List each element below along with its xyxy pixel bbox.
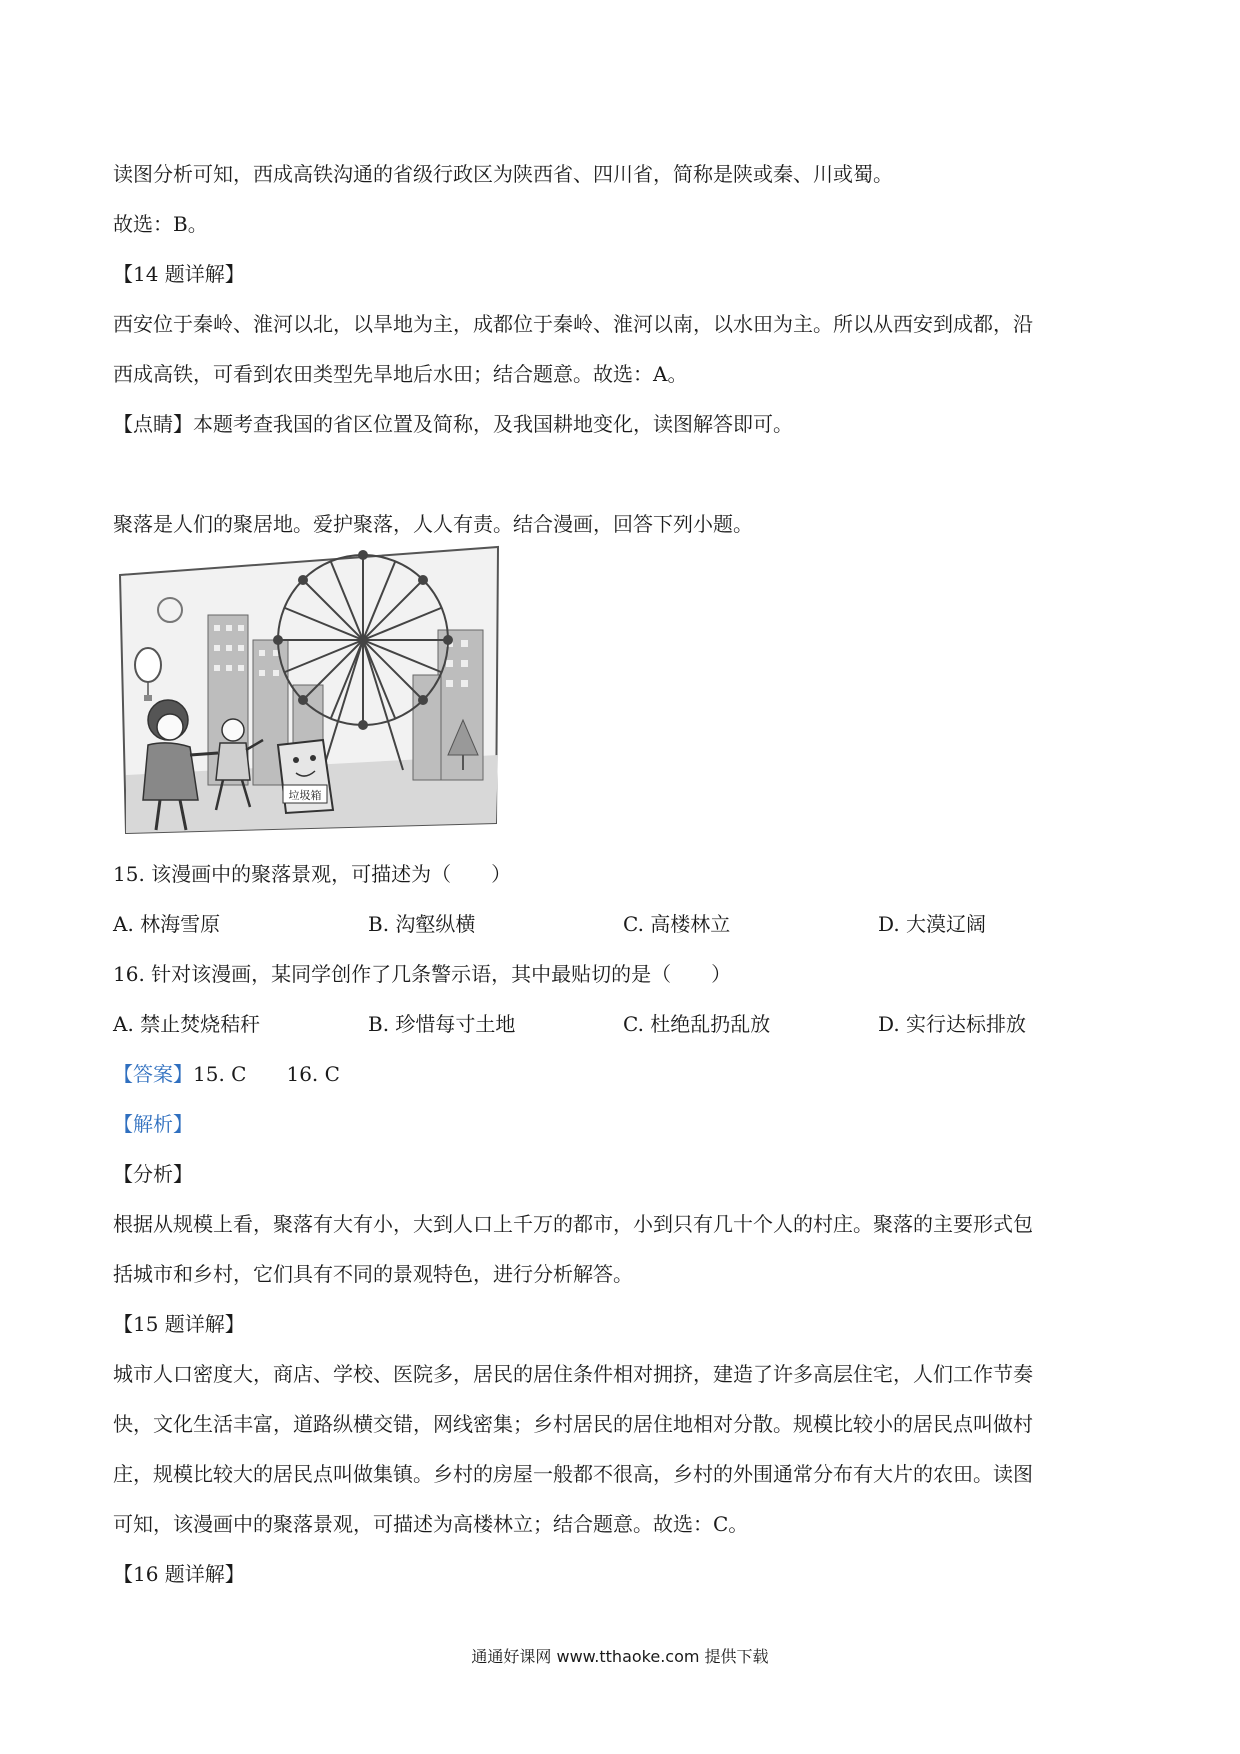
q15-option-a: A. 林海雪原 (113, 912, 221, 936)
intro-line-1: 读图分析可知，西成高铁沟通的省级行政区为陕西省、四川省，简称是陕或秦、川或蜀。 (113, 162, 893, 186)
answer-line (113, 1060, 1133, 1088)
q15-option-b: B. 沟壑纵横 (368, 912, 476, 936)
q15-detail-line-1: 城市人口密度大，商店、学校、医院多，居民的居住条件相对拥挤，建造了许多高层住宅，人们工作节奏 (113, 1362, 1033, 1386)
q15-detail-line-4: 可知，该漫画中的聚落景观，可描述为高楼林立；结合题意。故选：C。 (113, 1512, 749, 1536)
trash-bin-label: 垃圾箱 (288, 789, 322, 802)
q15-option-c: C. 高楼林立 (623, 912, 731, 936)
q16-option-d: D. 实行达标排放 (878, 1012, 1027, 1036)
answer-label: 【答案】 (113, 1062, 193, 1086)
q14-detail-line-1: 西安位于秦岭、淮河以北，以旱地为主，成都位于秦岭、淮河以南，以水田为主。所以从西安到成都，沿 (113, 312, 1033, 336)
q15-detail-line-2: 快，文化生活丰富，道路纵横交错，网线密集；乡村居民的居住地相对分散。规模比较小的居民点叫做村 (113, 1412, 1033, 1436)
q15-stem: 15. 该漫画中的聚落景观，可描述为（ ） (113, 862, 512, 886)
q16-option-a: A. 禁止焚烧秸秆 (113, 1012, 261, 1036)
analysis-label: 【解析】 (113, 1112, 193, 1136)
fenxi-line-1: 根据从规模上看，聚落有大有小，大到人口上千万的都市，小到只有几十个人的村庄。聚落的主要形式包 (113, 1212, 1033, 1236)
q16-option-b: B. 珍惜每寸土地 (368, 1012, 516, 1036)
intro-line-2: 故选：B。 (113, 212, 208, 236)
q14-detail-heading: 【14 题详解】 (113, 262, 245, 286)
q16-detail-heading: 【16 题详解】 (113, 1562, 245, 1586)
q14-detail-line-2: 西成高铁，可看到农田类型先旱地后水田；结合题意。故选：A。 (113, 362, 688, 386)
q16-option-c: C. 杜绝乱扔乱放 (623, 1012, 771, 1036)
answer-value: 15. C 16. C (193, 1062, 340, 1086)
balloon-icon (135, 648, 161, 682)
passage: 聚落是人们的聚居地。爱护聚落，人人有责。结合漫画，回答下列小题。 (113, 512, 753, 536)
q16-stem: 16. 针对该漫画，某同学创作了几条警示语，其中最贴切的是（ ） (113, 962, 732, 986)
q15-option-d: D. 大漠辽阔 (878, 912, 987, 936)
trash-bin-icon (278, 740, 333, 813)
q15-detail-line-3: 庄，规模比较大的居民点叫做集镇。乡村的房屋一般都不很高，乡村的外围通常分布有大片的农田。读图 (113, 1462, 1033, 1486)
comment: 【点睛】本题考查我国的省区位置及简称，及我国耕地变化，读图解答即可。 (113, 412, 793, 436)
q15-detail-heading: 【15 题详解】 (113, 1312, 245, 1336)
fenxi-heading: 【分析】 (113, 1162, 193, 1186)
fenxi-line-2: 括城市和乡村，它们具有不同的景观特色，进行分析解答。 (113, 1262, 633, 1286)
page-footer: 通通好课网 www.tthaoke.com 提供下载 (471, 1647, 769, 1666)
cartoon-image (118, 545, 503, 835)
